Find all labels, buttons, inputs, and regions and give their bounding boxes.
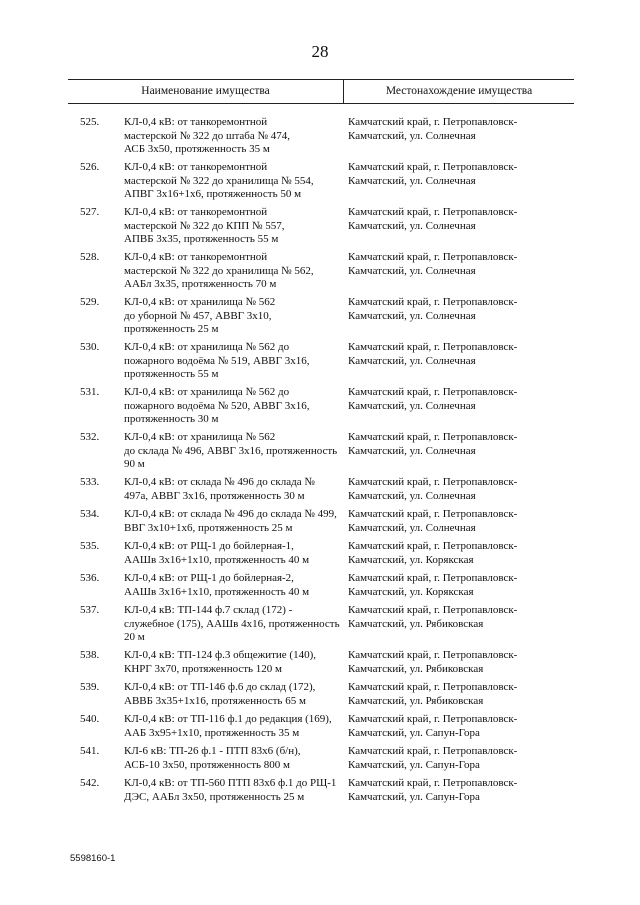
row-location: Камчатский край, г. Петропавловск- Камчатский, ул. Рябиковская [348,604,518,630]
row-number: 527. [80,206,100,218]
row-location: Камчатский край, г. Петропавловск- Камчатский, ул. Солнечная [348,386,518,412]
table-row [0,341,640,386]
table-row [0,745,640,777]
row-number: 536. [80,572,100,584]
page-number: 28 [311,42,329,61]
row-number: 526. [80,161,100,173]
row-number: 529. [80,296,100,308]
row-location: Камчатский край, г. Петропавловск- Камчатский, ул. Солнечная [348,341,518,367]
table-row [0,649,640,681]
table-row [0,296,640,341]
row-number: 538. [80,649,100,661]
row-description: КЛ-0,4 кВ: от хранилища № 562 до пожарного водоёма № 519, АВВГ 3х16, протяженность 55 м [124,341,310,381]
row-location: Камчатский край, г. Петропавловск- Камчатский, ул. Корякская [348,540,518,566]
row-location: Камчатский край, г. Петропавловск- Камчатский, ул. Сапун-Гора [348,713,518,739]
table-row [0,604,640,649]
row-description: КЛ-0,4 кВ: от хранилища № 562 до уборной № 457, АВВГ 3х10, протяженность 25 м [124,296,276,336]
table-header-top-rule [68,79,574,80]
row-number: 534. [80,508,100,520]
row-description: КЛ-0,4 кВ: от склада № 496 до склада № 497а, АВВГ 3х16, протяженность 30 м [124,476,315,502]
table-row [0,540,640,572]
row-number: 532. [80,431,100,443]
row-location: Камчатский край, г. Петропавловск- Камчатский, ул. Солнечная [348,296,518,322]
row-location: Камчатский край, г. Петропавловск- Камчатский, ул. Солнечная [348,116,518,142]
row-description: КЛ-0,4 кВ: от танкоремонтной мастерской № 322 до штаба № 474, АСБ 3х50, протяженность 35 м [124,116,291,156]
document-code: 5598160-1 [70,853,116,864]
table-row [0,431,640,476]
row-number: 525. [80,116,100,128]
row-location: Камчатский край, г. Петропавловск- Камчатский, ул. Сапун-Гора [348,777,518,803]
row-location: Камчатский край, г. Петропавловск- Камчатский, ул. Солнечная [348,476,518,502]
row-location: Камчатский край, г. Петропавловск- Камчатский, ул. Корякская [348,572,518,598]
table-row [0,206,640,251]
row-description: КЛ-0,4 кВ: от танкоремонтной мастерской № 322 до хранилища № 562, ААБл 3х35, протяженность 70 м [124,251,314,291]
row-description: КЛ-0,4 кВ: от танкоремонтной мастерской № 322 до КПП № 557, АПВБ 3х35, протяженность 55 м [124,206,285,246]
table-row [0,508,640,540]
row-description: КЛ-0,4 кВ: от РЩ-1 до бойлерная-2, ААШв 3х16+1х10, протяженность 40 м [124,572,310,598]
row-number: 528. [80,251,100,263]
table-row [0,777,640,809]
table-row [0,572,640,604]
table-row [0,476,640,508]
row-number: 537. [80,604,100,616]
row-number: 530. [80,341,100,353]
row-description: КЛ-0,4 кВ: ТП-144 ф.7 склад (172) - служебное (175), ААШв 4х16, протяженность 20 м [124,604,340,644]
row-location: Камчатский край, г. Петропавловск- Камчатский, ул. Солнечная [348,431,518,457]
row-location: Камчатский край, г. Петропавловск- Камчатский, ул. Рябиковская [348,681,518,707]
row-description: КЛ-0,4 кВ: от ТП-146 ф.6 до склад (172), АВВБ 3х35+1х16, протяженность 65 м [124,681,316,707]
table-row [0,681,640,713]
row-description: КЛ-0,4 кВ: от хранилища № 562 до пожарного водоёма № 520, АВВГ 3х16, протяженность 30 м [124,386,310,426]
row-location: Камчатский край, г. Петропавловск- Камчатский, ул. Сапун-Гора [348,745,518,771]
row-number: 541. [80,745,100,757]
row-location: Камчатский край, г. Петропавловск- Камчатский, ул. Солнечная [348,161,518,187]
row-location: Камчатский край, г. Петропавловск- Камчатский, ул. Рябиковская [348,649,518,675]
column-header-name: Наименование имущества [141,85,270,97]
row-number: 542. [80,777,100,789]
table-row [0,161,640,206]
row-number: 533. [80,476,100,488]
table-row [0,713,640,745]
row-description: КЛ-0,4 кВ: от склада № 496 до склада № 499, ВВГ 3х10+1х6, протяженность 25 м [124,508,337,534]
row-number: 539. [80,681,100,693]
row-description: КЛ-0,4 кВ: от танкоремонтной мастерской № 322 до хранилища № 554, АПВГ 3х16+1х6, протяженность 50 м [124,161,314,201]
row-description: КЛ-6 кВ: ТП-26 ф.1 - ПТП 83х6 (б/н), АСБ-10 3х50, протяженность 800 м [124,745,301,771]
row-number: 531. [80,386,100,398]
table-header-bottom-rule [68,103,574,104]
table-row [0,251,640,296]
row-description: КЛ-0,4 кВ: от ТП-116 ф.1 до редакция (169), ААБ 3х95+1х10, протяженность 35 м [124,713,332,739]
row-location: Камчатский край, г. Петропавловск- Камчатский, ул. Солнечная [348,206,518,232]
row-number: 535. [80,540,100,552]
table-row [0,116,640,161]
row-description: КЛ-0,4 кВ: от ТП-560 ПТП 83х6 ф.1 до РЩ-1 ДЭС, ААБл 3х50, протяженность 25 м [124,777,337,803]
table-row [0,386,640,431]
row-location: Камчатский край, г. Петропавловск- Камчатский, ул. Солнечная [348,508,518,534]
row-description: КЛ-0,4 кВ: от хранилища № 562 до склада № 496, АВВГ 3х16, протяженность 90 м [124,431,338,471]
row-location: Камчатский край, г. Петропавловск- Камчатский, ул. Солнечная [348,251,518,277]
row-number: 540. [80,713,100,725]
row-description: КЛ-0,4 кВ: ТП-124 ф.3 общежитие (140), КНРГ 3х70, протяженность 120 м [124,649,316,675]
column-header-location: Местонахождение имущества [385,85,533,97]
property-table-body [0,116,640,809]
row-description: КЛ-0,4 кВ: от РЩ-1 до бойлерная-1, ААШв 3х16+1х10, протяженность 40 м [124,540,310,566]
